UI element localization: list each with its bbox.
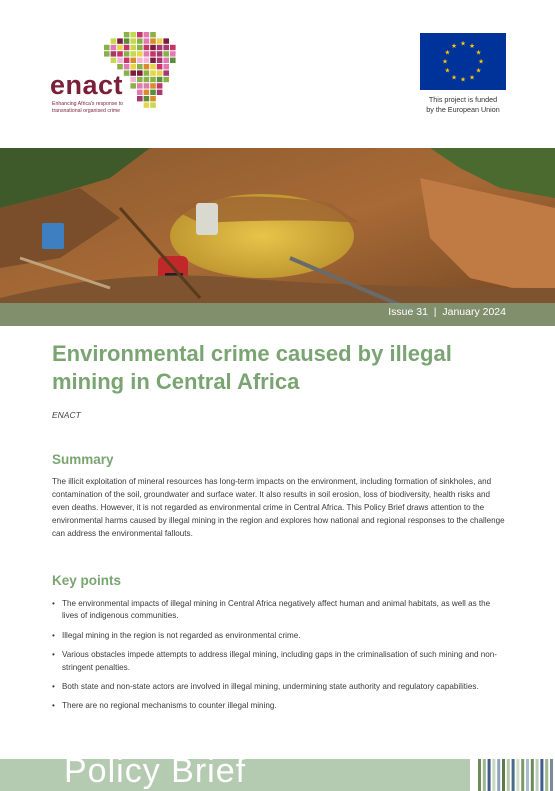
author: ENACT — [52, 410, 81, 420]
logo-mosaic-cell — [124, 51, 130, 56]
logo-mosaic-cell — [157, 58, 163, 63]
logo-mosaic-cell — [150, 70, 156, 75]
eu-star-icon: ★ — [444, 49, 451, 57]
footer-stripe — [540, 759, 543, 791]
logo-mosaic-cell — [117, 45, 123, 50]
logo-mosaic-cell — [157, 45, 163, 50]
footer-stripe — [536, 759, 539, 791]
list-item: • Both state and non-state actors are involved in illegal mining, undermining state authority and regulatory capabilities. — [52, 681, 507, 693]
logo-mosaic-cell — [111, 38, 117, 43]
logo-mosaic-cell — [170, 45, 176, 50]
key-points-heading: Key points — [52, 573, 122, 588]
logo-mosaic-cell — [130, 77, 136, 82]
logo-mosaic-cell — [163, 77, 169, 82]
footer-stripe — [521, 759, 524, 791]
page-title: Environmental crime caused by illegal mining in Central Africa — [52, 341, 452, 394]
enact-wordmark: enact — [50, 70, 124, 100]
enact-tagline: Enhancing Africa's response to transnational organised crime — [52, 101, 124, 114]
list-item: • There are no regional mechanisms to counter illegal mining. — [52, 700, 507, 712]
footer-stripe — [502, 759, 505, 791]
logo-mosaic-cell — [150, 45, 156, 50]
logo-mosaic-cell — [157, 77, 163, 82]
footer-stripe — [512, 759, 515, 791]
logo-mosaic-cell — [130, 58, 136, 63]
list-item: • Various obstacles impede attempts to address illegal mining, including gaps in the criminalisation of such mining and non-stringent penalties. — [52, 649, 507, 674]
logo-mosaic-cell — [111, 45, 117, 50]
logo-mosaic-cell — [170, 58, 176, 63]
logo-mosaic-cell — [124, 45, 130, 50]
logo-mosaic-cell — [150, 77, 156, 82]
eu-star-icon: ★ — [469, 43, 475, 51]
list-item: • The environmental impacts of illegal mining in Central Africa negatively affect human and animal habitats, as well as the lives of indigenous communities. — [52, 598, 507, 623]
footer-stripe — [488, 759, 491, 791]
eu-star-icon: ★ — [444, 67, 451, 75]
eu-funding-caption: This project is funded by the European Union — [426, 95, 500, 114]
eu-star-icon: ★ — [478, 58, 484, 66]
logo-mosaic-cell — [157, 83, 163, 88]
footer-stripe — [526, 759, 529, 791]
logo-mosaic-cell — [170, 51, 176, 56]
logo-mosaic-cell — [157, 70, 163, 75]
logo-mosaic-cell — [163, 38, 169, 43]
logo-mosaic-cell — [137, 70, 143, 75]
logo-mosaic-cell — [137, 77, 143, 82]
eu-star-icon: ★ — [460, 40, 466, 48]
logo-mosaic-cell — [117, 64, 123, 69]
logo-mosaic-cell — [157, 51, 163, 56]
eu-star-icon: ★ — [469, 74, 475, 82]
issue-date-label: Issue 31 | January 2024 — [388, 306, 506, 318]
logo-mosaic-cell — [130, 38, 136, 43]
eu-star-icon: ★ — [475, 67, 482, 75]
logo-mosaic-cell — [150, 90, 156, 95]
footer-stripe — [478, 759, 481, 791]
list-item: • Illegal mining in the region is not regarded as environmental crime. — [52, 630, 507, 642]
footer-stripe — [516, 759, 519, 791]
eu-star-icon: ★ — [460, 76, 466, 84]
logo-mosaic-cell — [144, 32, 150, 37]
logo-mosaic-cell — [163, 64, 169, 69]
logo-mosaic-cell — [150, 58, 156, 63]
logo-mosaic-cell — [144, 90, 150, 95]
footer-stripe — [531, 759, 534, 791]
illegal-mining-site-photo — [0, 148, 555, 326]
logo-mosaic-cell — [137, 38, 143, 43]
logo-mosaic-cell — [150, 38, 156, 43]
logo-mosaic-cell — [117, 58, 123, 63]
logo-mosaic-cell — [157, 38, 163, 43]
key-points-list — [52, 598, 507, 713]
logo-mosaic-cell — [157, 90, 163, 95]
logo-mosaic-cell — [150, 64, 156, 69]
logo-mosaic-cell — [124, 32, 130, 37]
logo-mosaic-cell — [144, 58, 150, 63]
logo-mosaic-cell — [137, 64, 143, 69]
logo-mosaic-cell — [150, 32, 156, 37]
logo-mosaic-cell — [150, 83, 156, 88]
logo-mosaic-cell — [144, 77, 150, 82]
decorative-stripes-icon — [478, 759, 555, 791]
logo-mosaic-cell — [137, 45, 143, 50]
logo-mosaic-cell — [111, 58, 117, 63]
footer-stripe — [497, 759, 500, 791]
footer-stripe — [545, 759, 548, 791]
logo-mosaic-cell — [157, 64, 163, 69]
logo-mosaic-cell — [137, 90, 143, 95]
logo-mosaic-cell — [124, 58, 130, 63]
footer-stripe — [483, 759, 486, 791]
logo-mosaic-cell — [163, 51, 169, 56]
logo-mosaic-cell — [124, 70, 130, 75]
logo-mosaic-cell — [130, 83, 136, 88]
logo-mosaic-cell — [104, 45, 110, 50]
logo-mosaic-cell — [137, 83, 143, 88]
logo-mosaic-cell — [130, 51, 136, 56]
logo-mosaic-cell — [117, 51, 123, 56]
summary-heading: Summary — [52, 452, 114, 467]
footer-stripe — [507, 759, 510, 791]
footer-stripe — [550, 759, 553, 791]
logo-mosaic-cell — [124, 64, 130, 69]
logo-mosaic-cell — [111, 51, 117, 56]
logo-mosaic-cell — [144, 51, 150, 56]
eu-flag-icon — [420, 33, 506, 90]
footer-stripe — [492, 759, 495, 791]
logo-mosaic-cell — [130, 32, 136, 37]
logo-mosaic-cell — [124, 38, 130, 43]
summary-paragraph: The illicit exploitation of mineral resources has long-term impacts on the environment, including formation of sinkholes, and contamination of the soil, groundwater and surface water. It also results in soil erosion, loss of biodiversity, health risks and even deaths. However, it is not regarded as environmental crime in Central Africa. This Policy Brief draws attention to the environmental harms caused by illegal mining in the region and explores how national and regional responses to the challenge can address the environmental fallouts. — [52, 477, 505, 538]
logo-mosaic-cell — [130, 64, 136, 69]
logo-mosaic-cell — [104, 51, 110, 56]
logo-mosaic-cell — [150, 51, 156, 56]
policy-brief-label: Policy Brief — [64, 752, 247, 790]
logo-mosaic-cell — [163, 70, 169, 75]
logo-mosaic-cell — [144, 70, 150, 75]
logo-mosaic-cell — [144, 38, 150, 43]
logo-mosaic-cell — [144, 83, 150, 88]
eu-star-icon: ★ — [451, 43, 457, 51]
logo-mosaic-cell — [117, 38, 123, 43]
logo-mosaic-cell — [130, 70, 136, 75]
eu-star-icon: ★ — [442, 58, 448, 66]
logo-mosaic-cell — [163, 45, 169, 50]
logo-mosaic-cell — [137, 58, 143, 63]
logo-mosaic-cell — [144, 45, 150, 50]
eu-star-icon: ★ — [451, 74, 457, 82]
logo-mosaic-cell — [163, 58, 169, 63]
eu-star-icon: ★ — [475, 49, 482, 57]
logo-mosaic-cell — [144, 64, 150, 69]
logo-mosaic-cell — [137, 32, 143, 37]
logo-mosaic-cell — [137, 51, 143, 56]
logo-mosaic-cell — [130, 45, 136, 50]
